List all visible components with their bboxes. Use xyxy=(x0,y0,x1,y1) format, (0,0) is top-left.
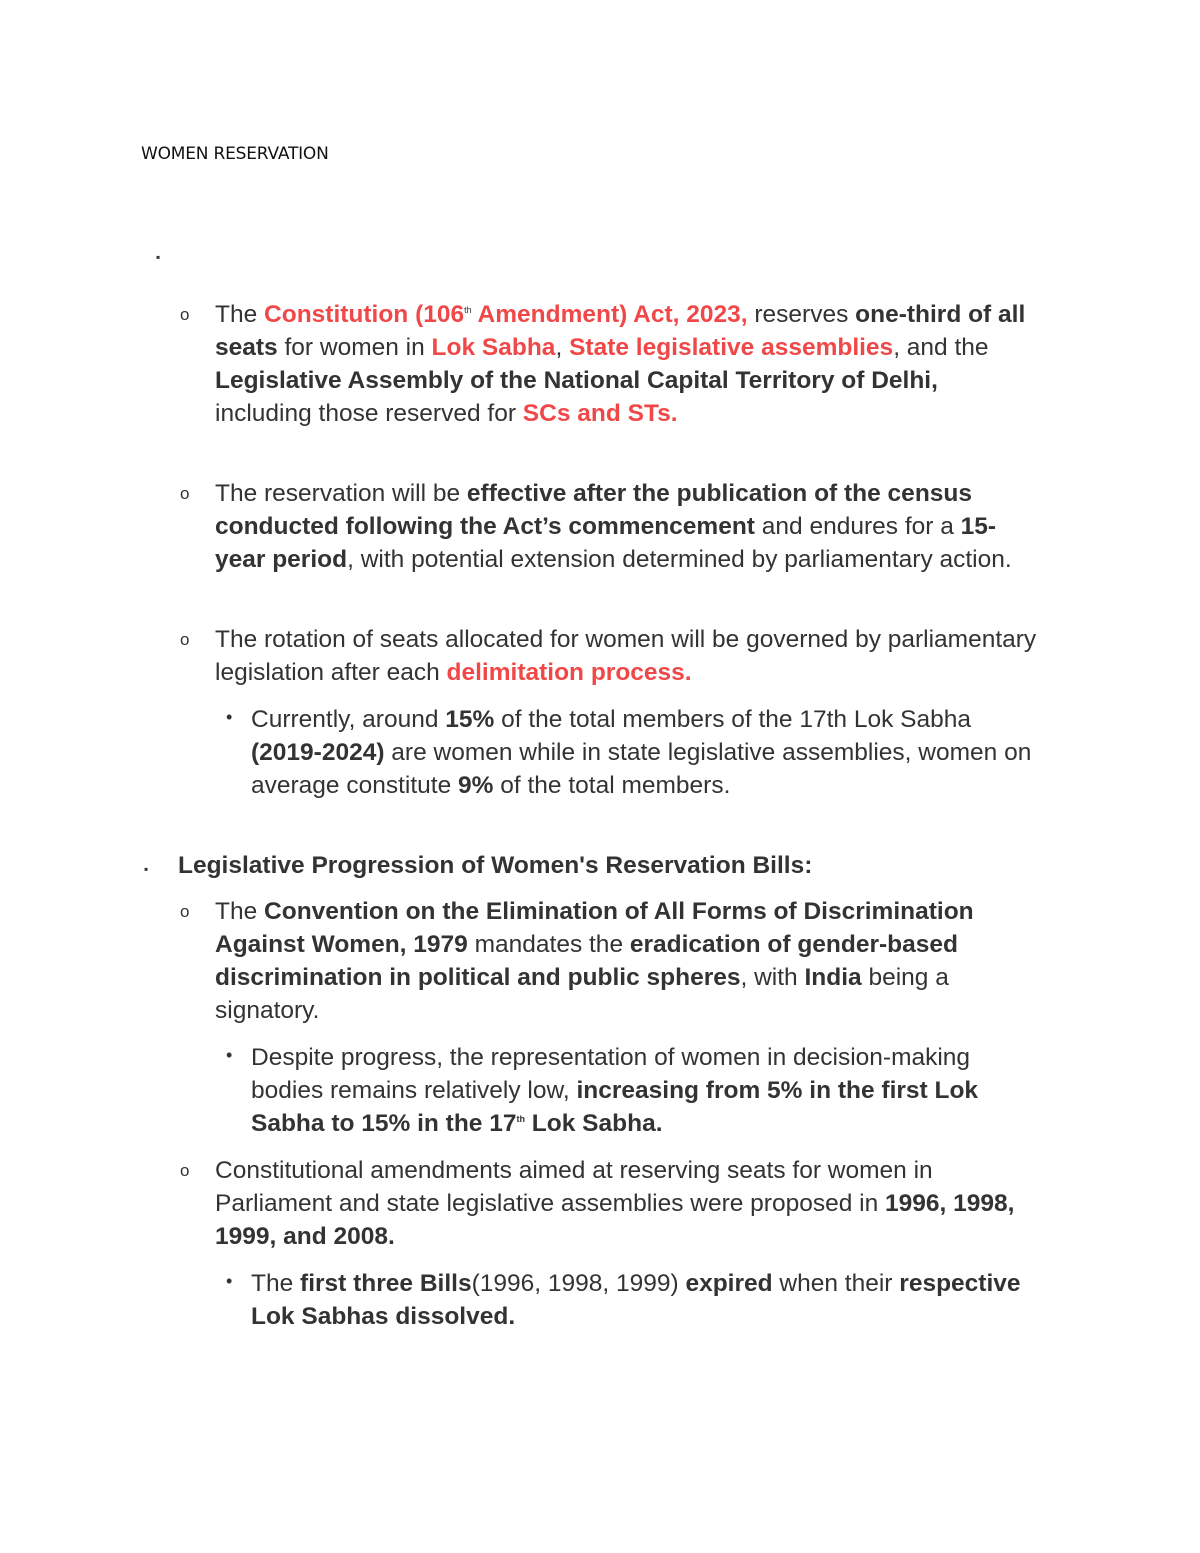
text-run: Despite progress, the representation of women in decision-making bodies remains relatively low, xyxy=(251,1044,971,1104)
paragraph-constitutional-amendments xyxy=(215,1154,1040,1253)
dot-bullet-icon: • xyxy=(226,1045,233,1065)
text-run: The rotation of seats allocated for women will be governed by parliamentary legislation after each xyxy=(215,626,1037,686)
highlight-lok-sabha: Lok Sabha xyxy=(431,334,556,361)
text-run: Currently, around xyxy=(251,706,446,733)
paragraph-effective-period xyxy=(215,477,1040,576)
circle-bullet-icon: o xyxy=(180,305,190,324)
highlight-delimitation: delimitation process. xyxy=(446,659,692,686)
bold-one-third: one-third of all seats xyxy=(215,301,1026,361)
square-bullet-icon: ▪ xyxy=(156,250,161,264)
text-run: Constitutional amendments aimed at reserving seats for women in Parliament and state legislative assemblies were proposed in xyxy=(215,1157,933,1217)
highlight-scs-sts: SCs and STs. xyxy=(522,400,678,427)
square-bullet-icon: ▪ xyxy=(144,862,149,876)
section-heading-legislative-progression xyxy=(178,849,1058,882)
circle-bullet-icon: o xyxy=(180,902,190,921)
highlight-state-assemblies: State legislative assemblies xyxy=(569,334,894,361)
paragraph-despite-progress xyxy=(251,1041,1041,1140)
circle-bullet-icon: o xyxy=(180,630,190,649)
dot-bullet-icon: • xyxy=(226,707,233,727)
bold-eradication: eradication of gender-based discrimination in political and public spheres xyxy=(215,931,958,991)
superscript: th xyxy=(464,305,472,315)
highlight-act-name-cont: Amendment) Act, 2023, xyxy=(471,301,748,328)
text-run: (1996, 1998, 1999) xyxy=(471,1270,686,1297)
text-run: , xyxy=(555,334,570,361)
bold-lok-sabha: Lok Sabha. xyxy=(525,1110,663,1137)
highlight-act-name: Constitution (106 xyxy=(264,301,465,328)
document-title: WOMEN RESERVATION xyxy=(141,144,329,164)
text-run: and endures for a xyxy=(754,513,961,540)
text-run: The reservation will be xyxy=(215,480,467,507)
paragraph-current-representation xyxy=(251,703,1041,802)
bold-lok-sabhas-dissolved: respective Lok Sabhas dissolved. xyxy=(251,1270,1021,1330)
text-run: The xyxy=(215,898,265,925)
bold-proposal-years: 1996, 1998, 1999, and 2008. xyxy=(215,1190,1015,1250)
text-run: , with potential extension determined by parliamentary action. xyxy=(347,546,1012,573)
circle-bullet-icon: o xyxy=(180,484,190,503)
paragraph-rotation-of-seats xyxy=(215,623,1040,689)
heading-text: Legislative Progression of Women's Reservation Bills: xyxy=(178,852,813,879)
text-run: of the total members of the 17th Lok Sabha xyxy=(494,706,972,733)
text-run: , and the xyxy=(893,334,989,361)
bold-15-percent: 15% xyxy=(445,706,495,733)
bold-15-year-period: 15-year period xyxy=(215,513,997,573)
bold-9-percent: 9% xyxy=(458,772,494,799)
paragraph-cedaw-convention xyxy=(215,895,1040,1027)
text-run: for women in xyxy=(277,334,432,361)
text-run: , with xyxy=(740,964,805,991)
bold-effective-after-census: effective after the publication of the census conducted following the Act’s commencement xyxy=(215,480,972,540)
bold-first-three-bills: first three Bills xyxy=(300,1270,472,1297)
text-run: being a signatory. xyxy=(215,964,949,1024)
dot-bullet-icon: • xyxy=(226,1271,233,1291)
text-run: The xyxy=(215,301,265,328)
text-run: are women while in state legislative assemblies, women on average constitute xyxy=(251,739,1032,799)
text-run: reserves xyxy=(747,301,856,328)
bold-delhi-assembly: Legislative Assembly of the National Capital Territory of Delhi, xyxy=(215,367,938,394)
text-run: mandates the xyxy=(467,931,630,958)
text-run: of the total members. xyxy=(493,772,731,799)
paragraph-first-three-bills xyxy=(251,1267,1041,1333)
bold-expired: expired xyxy=(685,1270,773,1297)
text-run: including those reserved for xyxy=(215,400,523,427)
superscript: th xyxy=(516,1114,525,1124)
bold-convention-name: Convention on the Elimination of All Forms of Discrimination Against Women, 1979 xyxy=(215,898,974,958)
bold-increase-figures: increasing from 5% in the first Lok Sabha to 15% in the 17 xyxy=(251,1077,979,1137)
paragraph-constitution-amendment xyxy=(215,298,1040,430)
circle-bullet-icon: o xyxy=(180,1161,190,1180)
text-run: when their xyxy=(772,1270,900,1297)
bold-term-years: (2019-2024) xyxy=(251,739,385,766)
text-run: The xyxy=(251,1270,301,1297)
bold-india: India xyxy=(804,964,862,991)
